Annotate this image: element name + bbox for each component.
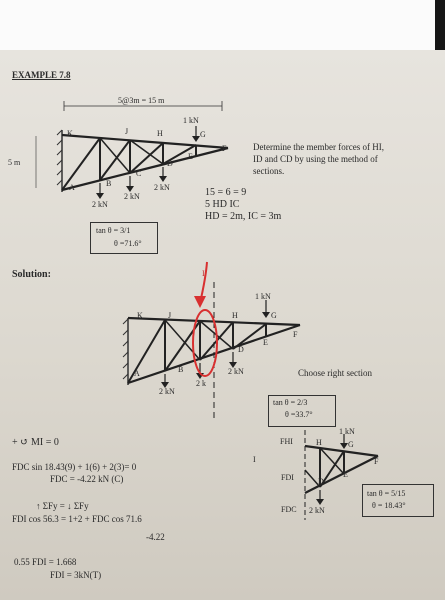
section-node-F: F <box>293 330 298 339</box>
fbd-node-G: G <box>348 440 354 449</box>
section-node-A: A <box>134 369 140 378</box>
fbd-node-E: E <box>343 470 348 479</box>
equation-1: FDC sin 18.43(9) + 1(6) + 2(3)= 0 <box>12 462 137 472</box>
section-load-small: 2 k <box>196 379 206 388</box>
fbd-label-I: I <box>253 455 256 464</box>
load-left-label: 2 kN <box>92 200 108 209</box>
tan-box-2-line-2: θ =33.7° <box>285 410 313 419</box>
section-node-J: J <box>168 311 172 320</box>
fbd-label-fdi: FDI <box>281 473 294 482</box>
solution-label: Solution: <box>12 269 51 280</box>
section-load-left: 2 kN <box>159 387 175 396</box>
node-H: H <box>157 129 163 138</box>
node-G: G <box>200 130 206 139</box>
node-B: B <box>106 179 112 188</box>
fbd-label-fhi: FHI <box>280 437 293 446</box>
choose-section-text: Choose right section <box>298 368 372 378</box>
description-line-3: sections. <box>253 166 285 176</box>
equation-3: ↑ ΣFy = ↓ ΣFy <box>36 501 89 511</box>
tan-box-2-line-1: tan θ = 2/3 <box>273 398 308 407</box>
example-title: EXAMPLE 7.8 <box>12 70 71 80</box>
height-label: 5 m <box>8 158 21 167</box>
node-J: J <box>125 127 129 136</box>
equation-6: 0.55 FDI = 1.668 <box>14 557 77 567</box>
node-F: F <box>222 144 227 153</box>
fbd-label-load: 1 kN <box>339 427 355 436</box>
fbd-label-load2: 2 kN <box>309 506 325 515</box>
section-load-top: 1 kN <box>255 292 271 301</box>
span-label: 5@3m = 15 m <box>118 96 165 105</box>
fbd-node-H: H <box>316 438 322 447</box>
fbd-node-F: F <box>374 457 379 466</box>
section-node-E: E <box>263 338 268 347</box>
section-node-H: H <box>232 311 238 320</box>
tan-box-1-line-2: θ =71.6° <box>114 239 142 248</box>
description-line-2: ID and CD by using the method of <box>253 154 378 164</box>
load-mid-label: 2 kN <box>124 192 140 201</box>
ratio-line-1: 15 = 6 = 9 <box>205 187 247 198</box>
equation-5: -4.22 <box>146 532 165 542</box>
node-D: D <box>167 159 173 168</box>
ratio-line-3: HD = 2m, IC = 3m <box>205 211 282 222</box>
ratio-line-2: 5 HD IC <box>205 199 240 210</box>
section-mark: I <box>202 269 205 278</box>
load-right-label: 2 kN <box>154 183 170 192</box>
equation-7: FDI = 3kN(T) <box>50 570 102 580</box>
node-A: A <box>69 183 75 192</box>
top-load-label: 1 kN <box>183 116 199 125</box>
section-load-mid: 2 kN <box>228 367 244 376</box>
fbd-node-D: D <box>318 477 324 486</box>
fbd-label-fdc: FDC <box>281 505 297 514</box>
section-node-D: D <box>238 345 244 354</box>
node-K: K <box>67 129 73 138</box>
description-line-1: Determine the member forces of HI, <box>253 142 384 152</box>
tan-box-3-line-2: θ = 18.43° <box>372 501 406 510</box>
tan-box-1-line-1: tan θ = 3/1 <box>96 226 131 235</box>
equation-2: FDC = -4.22 kN (C) <box>50 474 124 484</box>
section-node-K: K <box>137 311 143 320</box>
moment-equation-header: + ↺ MI = 0 <box>12 437 59 448</box>
section-node-B: B <box>178 365 184 374</box>
node-C: C <box>136 169 142 178</box>
section-node-G: G <box>271 311 277 320</box>
equation-4: FDI cos 56.3 = 1+2 + FDC cos 71.6 <box>12 514 142 524</box>
tan-box-3-line-1: tan θ = 5/15 <box>367 489 406 498</box>
node-E: E <box>188 152 193 161</box>
